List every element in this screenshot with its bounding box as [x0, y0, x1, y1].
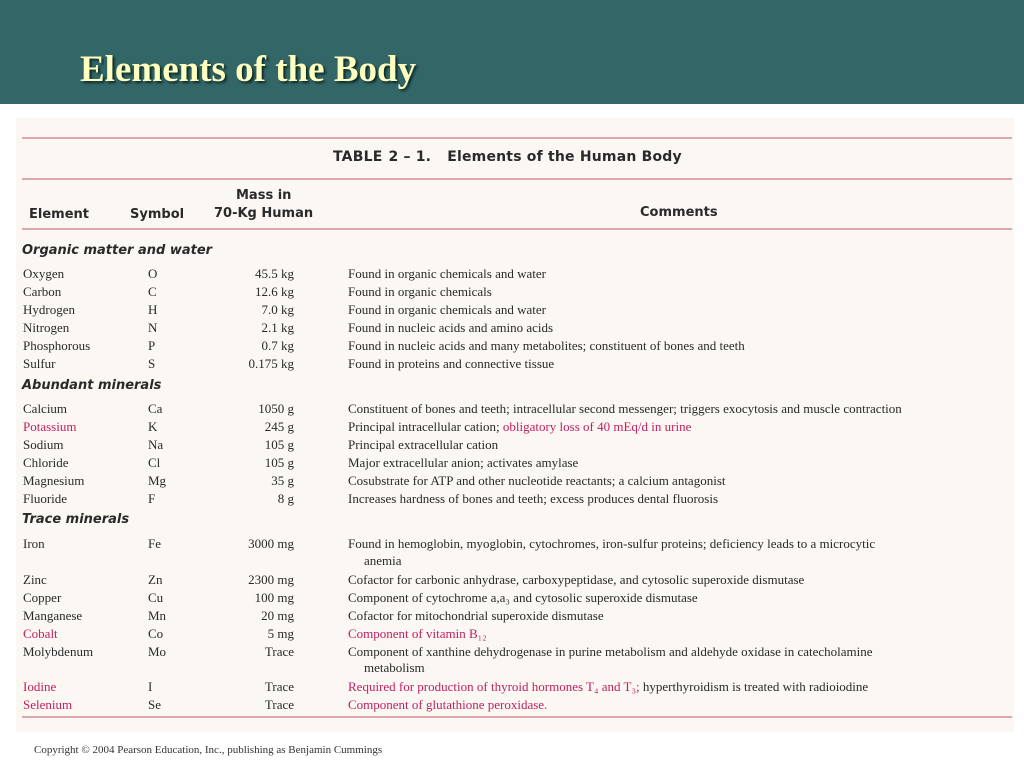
table-row	[0, 320, 1024, 338]
slide-header	[0, 0, 1024, 104]
element-symbol: Mo	[148, 644, 167, 659]
header-mass-line1: Mass in	[236, 188, 292, 203]
caption-number: 2 – 1.	[388, 149, 432, 165]
element-mass: 0.175 kg	[248, 356, 294, 371]
element-name: Calcium	[23, 401, 68, 416]
element-mass: 105 g	[264, 455, 294, 470]
element-symbol: C	[148, 284, 157, 299]
element-symbol: N	[148, 320, 158, 335]
caption-label: TABLE	[333, 149, 383, 165]
comment-text: Found in nucleic acids and many metabolites; constituent of bones and teeth	[348, 338, 745, 353]
element-mass: 12.6 kg	[255, 284, 294, 299]
header-symbol: Symbol	[130, 207, 185, 222]
element-mass: 8 g	[277, 491, 294, 506]
comment-text: Found in organic chemicals and water	[348, 302, 546, 317]
element-mass: 20 mg	[261, 608, 294, 623]
element-comment	[348, 455, 578, 471]
element-symbol: Cu	[148, 590, 164, 605]
element-comment	[348, 320, 553, 336]
header-comments: Comments	[640, 205, 718, 220]
element-comment	[348, 419, 691, 435]
comment-text: Found in hemoglobin, myoglobin, cytochromes, iron-sulfur proteins; deficiency leads to a microcytic	[348, 536, 876, 551]
element-name: Hydrogen	[23, 302, 75, 317]
element-mass: Trace	[264, 697, 294, 712]
comment-highlight: Component of glutathione peroxidase.	[348, 697, 548, 712]
table-row	[0, 266, 1024, 284]
element-name: Fluoride	[23, 491, 68, 506]
element-symbol: Co	[148, 626, 164, 641]
element-comment	[348, 437, 498, 453]
table-row	[0, 302, 1024, 320]
element-name: Sulfur	[23, 356, 56, 371]
element-mass: 5 mg	[267, 626, 294, 641]
copyright-footer: Copyright © 2004 Pearson Education, Inc., publishing as Benjamin Cummings	[34, 744, 383, 756]
table-row	[0, 437, 1024, 455]
element-mass: 2.1 kg	[261, 320, 294, 335]
element-name: Zinc	[23, 572, 47, 587]
table-row	[0, 626, 1024, 644]
element-mass: 1050 g	[258, 401, 294, 416]
comment-text: Major extracellular anion; activates amylase	[348, 455, 579, 470]
comment-text: Increases hardness of bones and teeth; excess produces dental fluorosis	[348, 491, 719, 506]
table-row	[0, 356, 1024, 374]
element-comment	[348, 679, 868, 695]
table-row	[0, 473, 1024, 491]
element-name: Copper	[23, 590, 62, 605]
element-comment	[348, 644, 873, 660]
element-name: Manganese	[23, 608, 83, 623]
comment-continuation: metabolism	[364, 660, 425, 675]
header-element: Element	[29, 207, 89, 222]
element-comment	[348, 697, 547, 713]
element-comment	[348, 401, 902, 417]
comment-highlight: Component of vitamin B₁₂	[348, 626, 487, 641]
element-symbol: Na	[148, 437, 164, 452]
element-name: Potassium	[23, 419, 77, 434]
element-mass: Trace	[264, 644, 294, 659]
element-comment	[348, 590, 698, 606]
element-symbol: K	[148, 419, 158, 434]
element-symbol: P	[148, 338, 156, 353]
element-mass: 100 mg	[254, 590, 294, 605]
element-name: Oxygen	[23, 266, 65, 281]
element-mass: Trace	[264, 679, 294, 694]
element-comment	[348, 626, 487, 642]
element-name: Molybdenum	[23, 644, 94, 659]
comment-text: Constituent of bones and teeth; intracellular second messenger; triggers exocytosis and muscle contraction	[348, 401, 902, 416]
table-row	[0, 679, 1024, 697]
table-row	[0, 338, 1024, 356]
element-name: Chloride	[23, 455, 69, 470]
table-row	[0, 697, 1024, 715]
element-mass: 105 g	[264, 437, 294, 452]
element-comment	[348, 284, 492, 300]
element-name: Sodium	[23, 437, 64, 452]
comment-text: Cofactor for mitochondrial superoxide dismutase	[348, 608, 604, 623]
slide-title: Elements of the Body	[80, 49, 417, 90]
element-symbol: Ca	[148, 401, 163, 416]
element-mass: 35 g	[271, 473, 294, 488]
element-mass: 45.5 kg	[255, 266, 294, 281]
element-symbol: Mn	[148, 608, 167, 623]
element-name: Magnesium	[23, 473, 85, 488]
element-comment	[348, 266, 546, 282]
table-row	[0, 491, 1024, 509]
element-symbol: I	[148, 679, 153, 694]
table-row	[0, 455, 1024, 473]
element-symbol: Zn	[148, 572, 163, 587]
element-comment	[348, 338, 745, 354]
comment-text-after: hyperthyroidism is treated with radioiodine	[639, 679, 869, 694]
element-mass: 2300 mg	[248, 572, 294, 587]
element-comment	[348, 302, 546, 318]
table-row	[0, 419, 1024, 437]
element-comment	[348, 608, 604, 624]
table-row	[0, 284, 1024, 302]
element-name: Carbon	[23, 284, 62, 299]
table-row	[0, 590, 1024, 608]
comment-text: Found in nucleic acids and amino acids	[348, 320, 554, 335]
element-symbol: Se	[148, 697, 161, 712]
element-name: Cobalt	[23, 626, 58, 641]
header-rule	[22, 228, 1012, 230]
table-top-rule	[22, 137, 1012, 139]
table-row	[0, 572, 1024, 590]
table-row	[0, 644, 1024, 662]
comment-continuation: anemia	[364, 553, 402, 568]
element-mass: 0.7 kg	[261, 338, 294, 353]
element-name: Phosphorous	[23, 338, 91, 353]
element-comment	[348, 491, 718, 507]
comment-text: Found in organic chemicals	[348, 284, 492, 299]
comment-text: Principal extracellular cation	[348, 437, 499, 452]
element-comment	[348, 473, 726, 489]
element-mass: 245 g	[264, 419, 294, 434]
element-name: Iron	[23, 536, 45, 551]
comment-text: Cofactor for carbonic anhydrase, carboxypeptidase, and cytosolic superoxide dismutase	[348, 572, 805, 587]
table-bottom-rule	[22, 716, 1012, 718]
element-symbol: Fe	[148, 536, 161, 551]
section-heading: Organic matter and water	[22, 243, 213, 258]
caption-text: Elements of the Human Body	[447, 149, 682, 165]
element-symbol: O	[148, 266, 158, 281]
element-symbol: F	[148, 491, 156, 506]
element-symbol: Cl	[148, 455, 161, 470]
table-caption	[333, 149, 682, 165]
element-name: Iodine	[23, 679, 57, 694]
element-mass: 3000 mg	[248, 536, 294, 551]
element-comment	[348, 536, 875, 552]
table-row	[0, 536, 1024, 554]
element-symbol: H	[148, 302, 158, 317]
comment-text: Principal intracellular cation;	[348, 419, 503, 434]
table-row	[0, 608, 1024, 626]
element-name: Nitrogen	[23, 320, 70, 335]
comment-text: Component of xanthine dehydrogenase in purine metabolism and aldehyde oxidase in catecholamine	[348, 644, 873, 659]
header-mass-line2: 70-Kg Human	[214, 206, 314, 221]
comment-text: Cosubstrate for ATP and other nucleotide reactants; a calcium antagonist	[348, 473, 726, 488]
table-row	[0, 401, 1024, 419]
element-mass: 7.0 kg	[261, 302, 294, 317]
element-comment	[348, 572, 804, 588]
section-heading: Abundant minerals	[22, 378, 162, 393]
comment-text: Found in proteins and connective tissue	[348, 356, 555, 371]
element-comment	[348, 356, 554, 372]
section-heading: Trace minerals	[22, 512, 130, 527]
caption-rule	[22, 178, 1012, 180]
comment-highlight: Required for production of thyroid hormones T₄ and T₃;	[348, 679, 640, 694]
comment-text: Found in organic chemicals and water	[348, 266, 546, 281]
element-symbol: S	[148, 356, 156, 371]
element-name: Selenium	[23, 697, 73, 712]
element-symbol: Mg	[148, 473, 167, 488]
comment-text: Component of cytochrome a,a₃ and cytosolic superoxide dismutase	[348, 590, 698, 605]
comment-highlight: obligatory loss of 40 mEq/d in urine	[502, 419, 692, 434]
